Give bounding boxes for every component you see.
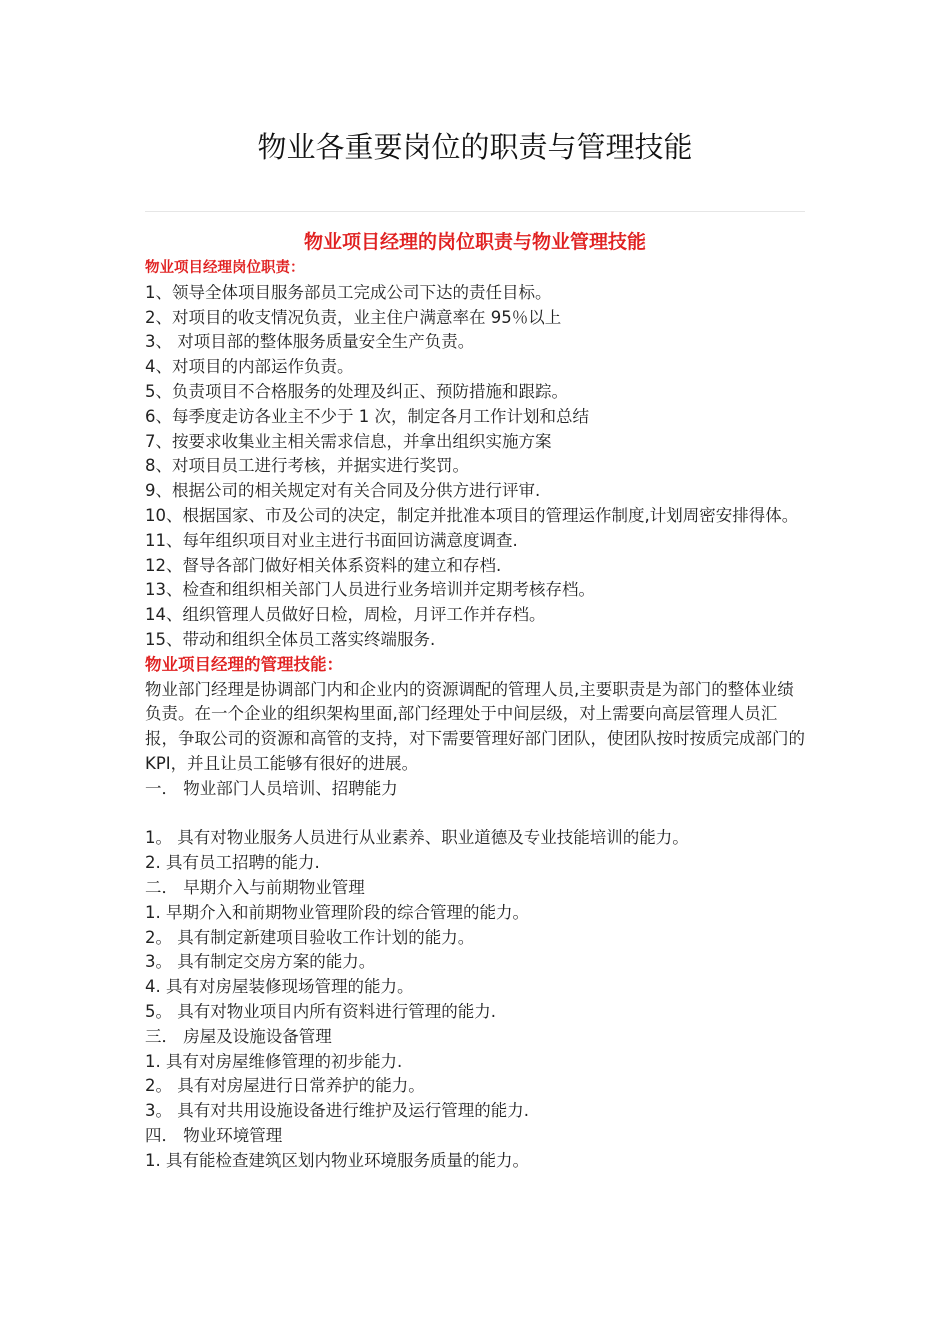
skills-line: 2。 具有制定新建项目验收工作计划的能力。 [145,927,475,947]
duty-item: 13、检查和组织相关部门人员进行业务培训并定期考核存档。 [145,580,595,600]
skills-line: 三． 房屋及设施设备管理 [145,1026,332,1046]
skills-line: 5。 具有对物业项目内所有资料进行管理的能力. [145,1001,496,1021]
skills-line: 2. 具有员工招聘的能力. [145,853,320,873]
duty-item: 9、根据公司的相关规定对有关合同及分供方进行评审. [145,481,541,501]
skills-line: 1. 具有对房屋维修管理的初步能力. [145,1051,403,1071]
skills-line: 4. 具有对房屋装修现场管理的能力。 [145,977,414,997]
duty-item: 15、带动和组织全体员工落实终端服务. [145,629,436,649]
skills-line: 3。 具有制定交房方案的能力。 [145,952,376,972]
duty-item: 14、组织管理人员做好日检，周检，月评工作并存档。 [145,605,546,625]
document-body [145,256,810,1173]
duty-item: 11、每年组织项目对业主进行书面回访满意度调查. [145,530,518,550]
skills-line: 2。 具有对房屋进行日常养护的能力。 [145,1076,425,1096]
duty-item: 6、每季度走访各业主不少于 1 次，制定各月工作计划和总结 [145,406,589,426]
duty-item: 4、对项目的内部运作负责。 [145,357,354,377]
skills-line: 1。 具有对物业服务人员进行从业素养、职业道德及专业技能培训的能力。 [145,828,689,848]
duty-item: 8、对项目员工进行考核，并据实进行奖罚。 [145,456,469,476]
skills-line: 1. 早期介入和前期物业管理阶段的综合管理的能力。 [145,902,529,922]
document-title: 物业各重要岗位的职责与管理技能 [257,130,693,164]
duty-item: 10、根据国家、市及公司的决定，制定并批准本项目的管理运作制度,计划周密安排得体。 [145,505,799,525]
skills-label: 物业项目经理的管理技能： [145,654,343,674]
duty-item: 5、负责项目不合格服务的处理及纠正、预防措施和跟踪。 [145,381,568,401]
skills-line: 二． 早期介入与前期物业管理 [145,877,365,897]
skills-line: 1. 具有能检查建筑区划内物业环境服务质量的能力。 [145,1150,529,1170]
skills-line: 一． 物业部门人员培训、招聘能力 [145,778,398,798]
section-heading: 物业项目经理的岗位职责与物业管理技能 [303,231,646,253]
duty-item: 12、督导各部门做好相关体系资料的建立和存档. [145,555,502,575]
duty-item: 1、领导全体项目服务部员工完成公司下达的责任目标。 [145,282,552,302]
duties-label: 物业项目经理岗位职责： [145,260,305,276]
skills-line: 3。 具有对共用设施设备进行维护及运行管理的能力. [145,1101,529,1121]
blank-line [145,802,810,827]
divider [145,211,805,212]
duty-item: 3、 对项目部的整体服务质量安全生产负责。 [145,332,475,352]
duty-item: 7、按要求收集业主相关需求信息，并拿出组织实施方案 [145,431,552,451]
skills-line: 四． 物业环境管理 [145,1125,283,1145]
duty-item: 2、对项目的收支情况负责，业主住户满意率在 95％以上 [145,307,562,327]
skills-intro: 物业部门经理是协调部门内和企业内的资源调配的管理人员,主要职责是为部门的整体业绩负责。在一个企业的组织架构里面,部门经理处于中间层级，对上需要向高层管理人员汇报，争取公司的资源和高管的支持，对下需要管理好部门团队，使团队按时按质完成部门的 KPI，并且让员工能够有很好的进展。 [145,679,805,773]
